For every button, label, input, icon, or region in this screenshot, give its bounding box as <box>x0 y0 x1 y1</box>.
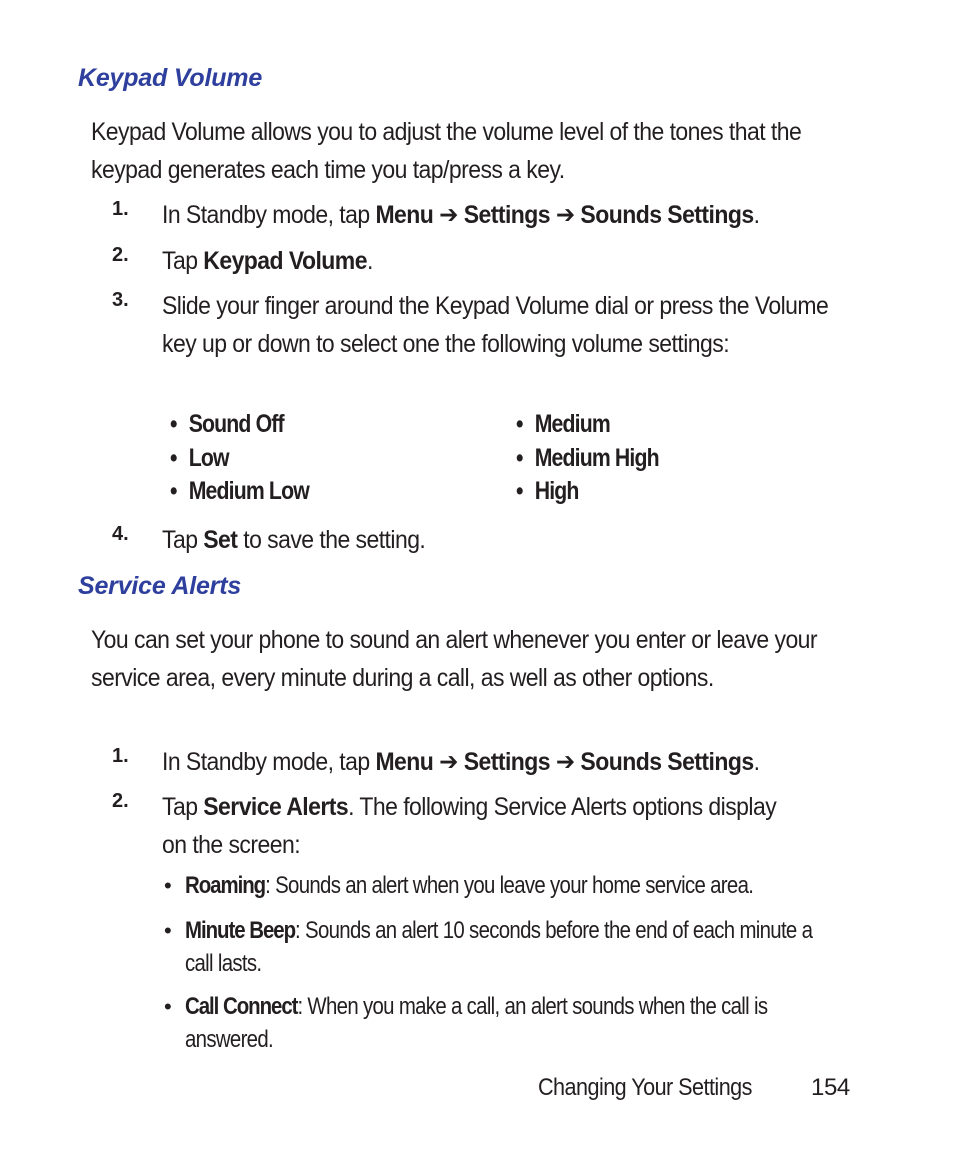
footer-chapter-title: Changing Your Settings <box>538 1074 752 1101</box>
step-text: Slide your finger around the Keypad Volume dial or press the Volume key up or down to select one the following volume settings: <box>162 292 829 358</box>
volume-option: • Sound Off <box>170 410 284 438</box>
volume-option: • Medium High <box>516 444 659 472</box>
volume-option: • Medium Low <box>170 477 309 505</box>
volume-option: • Medium <box>516 410 610 438</box>
step-number: 3. <box>112 289 129 311</box>
step-text: In Standby mode, tap Menu ➔ Settings ➔ Sounds Settings. <box>162 201 760 229</box>
step-text: Tap Service Alerts. The following Service Alerts options display on the screen: <box>162 793 777 859</box>
step-number: 1. <box>112 745 129 767</box>
section-heading-service-alerts: Service Alerts <box>78 572 242 600</box>
keypad-volume-intro: Keypad Volume allows you to adjust the volume level of the tones that the keypad generates each time you tap/press a key. <box>91 118 802 184</box>
section-heading-keypad-volume: Keypad Volume <box>78 64 263 92</box>
step-text: Tap Set to save the setting. <box>162 526 426 554</box>
step-number: 1. <box>112 198 129 220</box>
step-number: 2. <box>112 244 129 266</box>
volume-option: • Low <box>170 444 229 472</box>
step-text: In Standby mode, tap Menu ➔ Settings ➔ Sounds Settings. <box>162 748 760 776</box>
step-number: 4. <box>112 523 129 545</box>
step-number: 2. <box>112 790 129 812</box>
manual-page: Keypad Volume Keypad Volume allows you to adjust the volume level of the tones that the keypad generates each time you tap/press a key. 1. In Standby mode, tap Menu ➔ Settings ➔ Sounds Settings. 2. Tap Keypad Volume. 3. Slide your finger around the Keypad Volume dial or press the Volume key up or down to select one the following volume settings: • Sound Off • Low • Medium Low • Medium • Medium High • High 4. Tap Set to save the setting. Service Alerts You can set your phone to sound an alert whenever you enter or leave your service area, every minute during a call, as well as other options. 1. In Standby mode, tap Menu ➔ Settings ➔ Sounds Settings. 2. Tap Service Alerts. The following Service Alerts options display on the screen: • Roaming: Sounds an alert when you leave your home service area. • Minute Beep: Sounds an alert 10 seconds before the end of each minute a call lasts. • Call Connect: When you make a call, an alert sounds when the call is answered. Changing Your Settings 154 <box>0 0 954 1172</box>
page-number: 154 <box>811 1074 850 1101</box>
step-text: Tap Keypad Volume. <box>162 247 373 275</box>
service-alerts-intro: You can set your phone to sound an alert whenever you enter or leave your service area, every minute during a call, as well as other options. <box>91 626 818 692</box>
volume-option: • High <box>516 477 579 505</box>
